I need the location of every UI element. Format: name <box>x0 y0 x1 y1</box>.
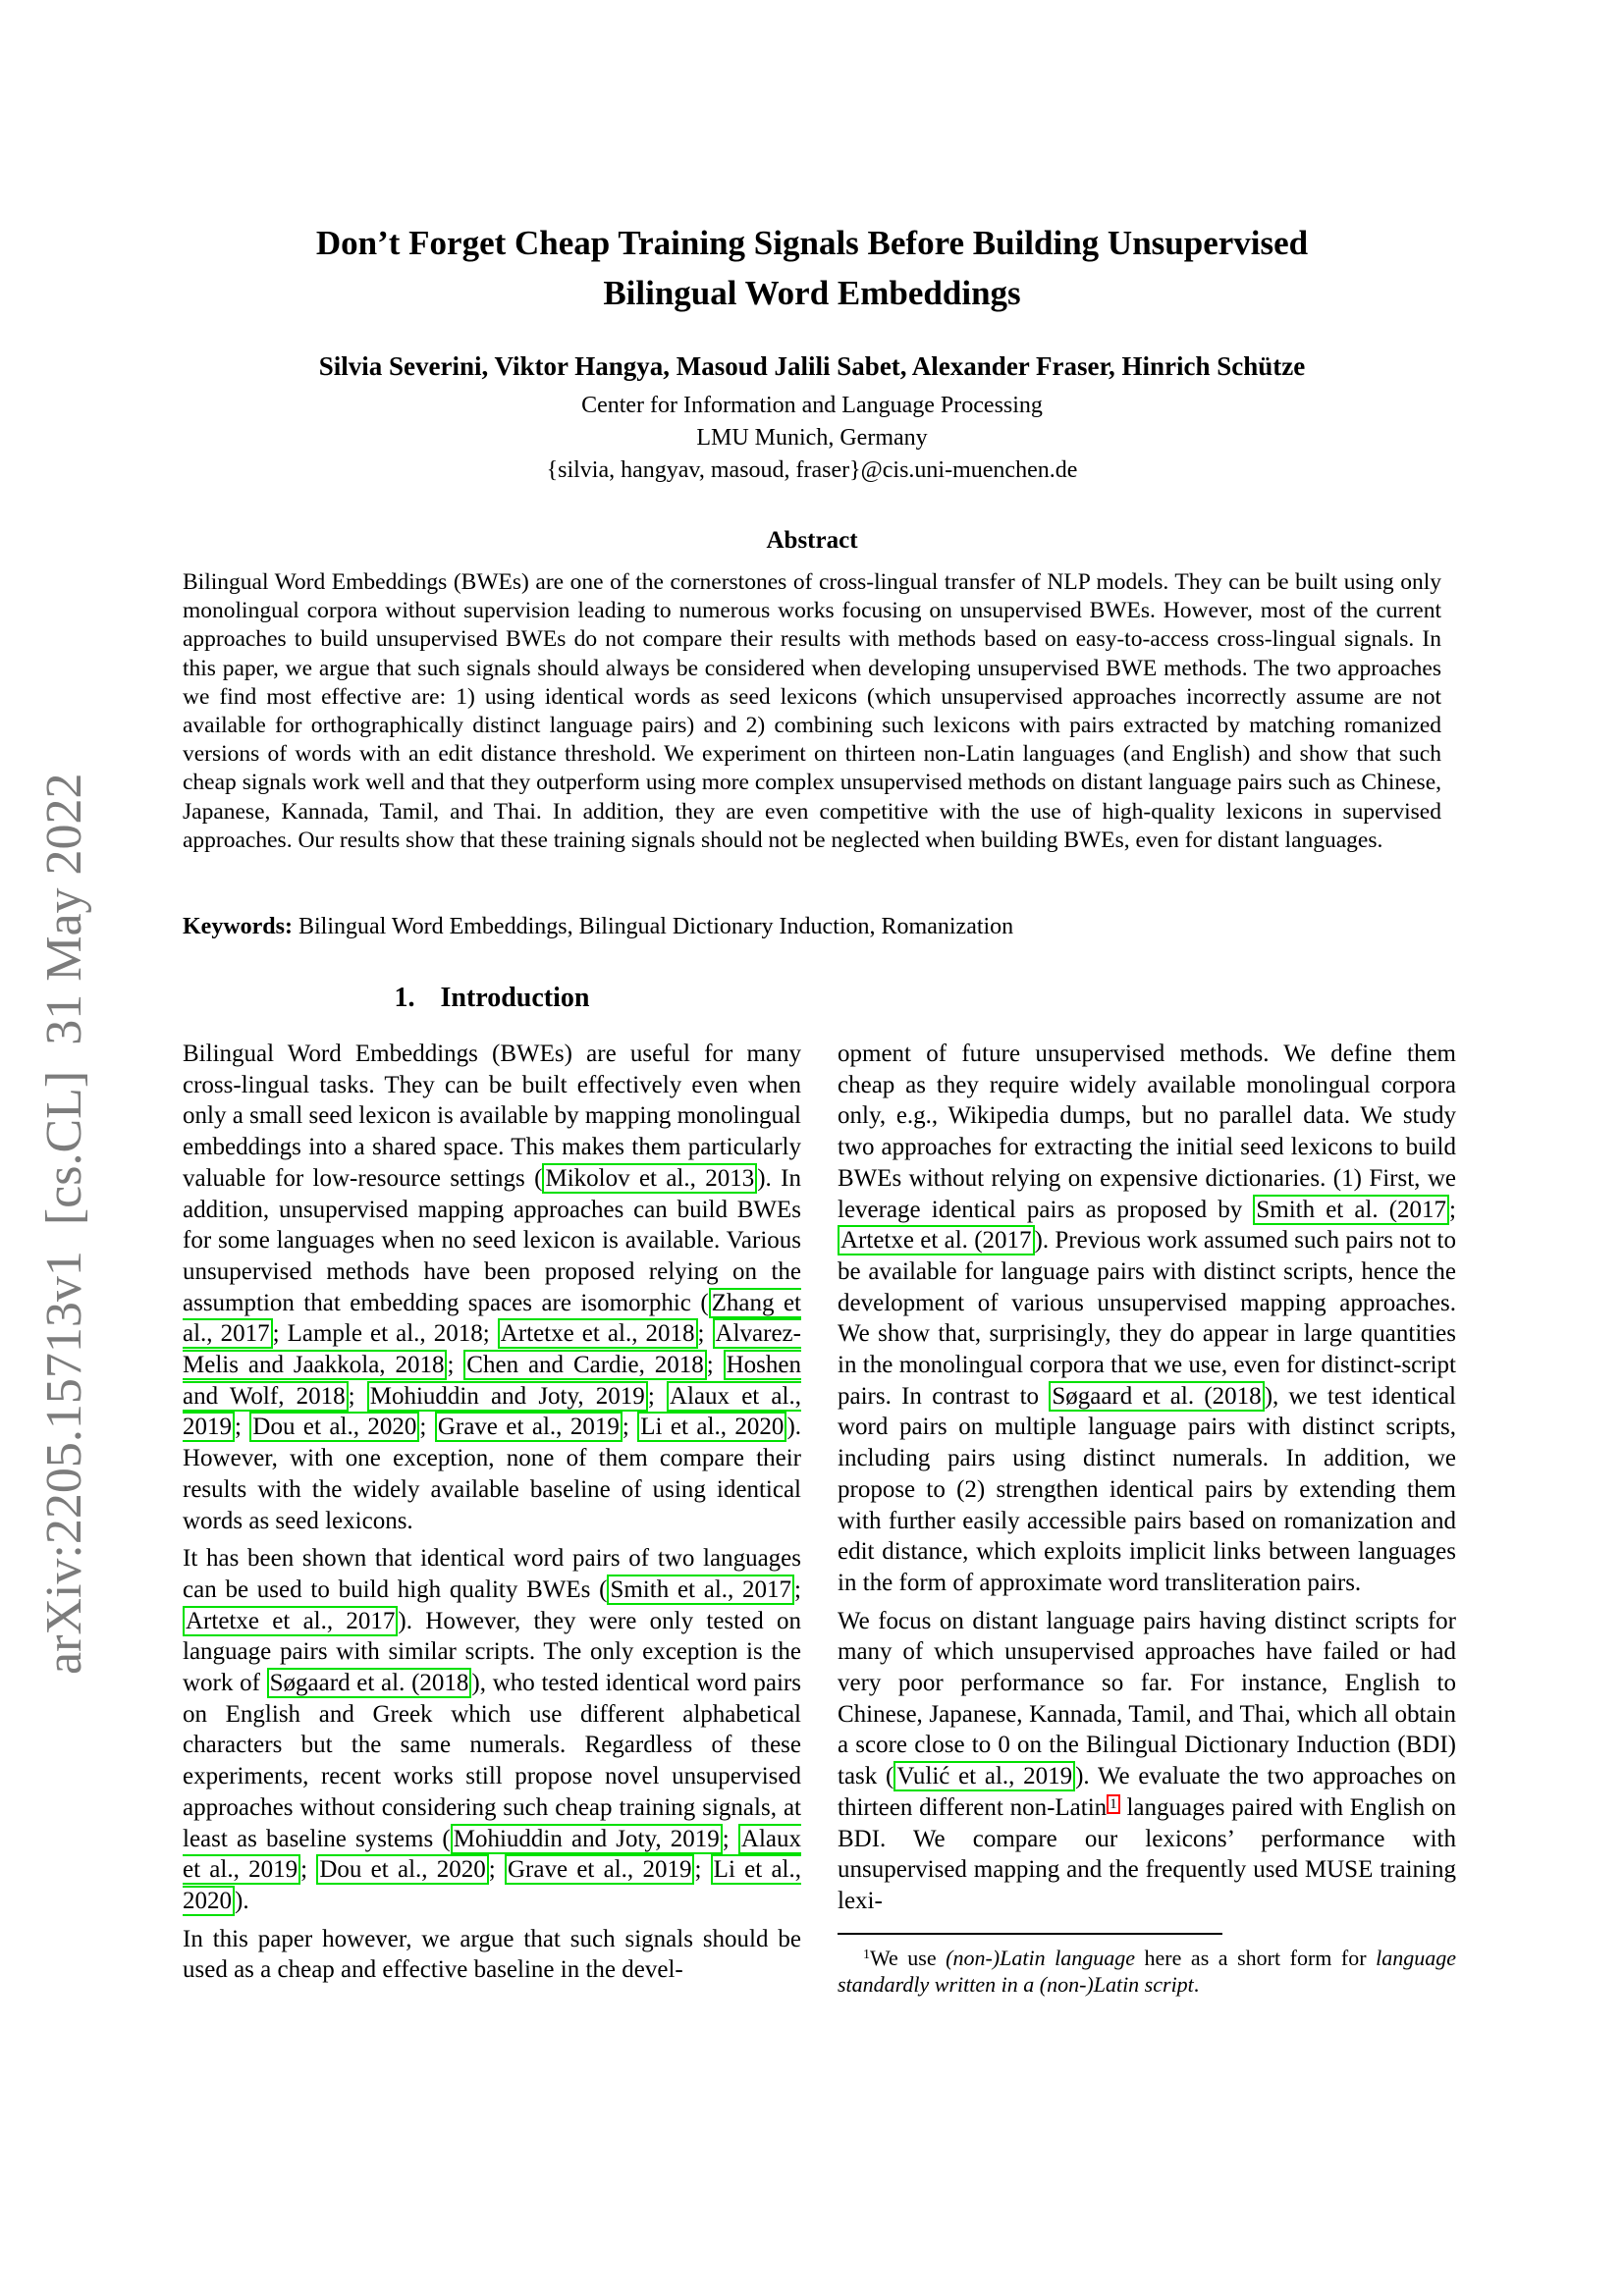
text-segment: ; <box>697 1320 713 1348</box>
text-segment: ; <box>622 1414 638 1441</box>
text-segment: ; Lample et al., 2018; <box>272 1320 498 1348</box>
text-segment: language standardly written in a (non-)Latin script <box>838 1945 1456 1998</box>
text-segment: ; <box>794 1575 801 1603</box>
text-segment: here as a short form for <box>1135 1945 1377 1970</box>
affiliation-block <box>183 390 1441 487</box>
text-segment: In this paper however, we argue that such signals should be used as a cheap and effective baseline in the devel- <box>183 1925 801 1984</box>
affiliation-line-1: Center for Information and Language Processing <box>581 393 1043 418</box>
text-segment: ; <box>706 1352 724 1379</box>
text-segment: ). We evaluate the two approaches on thirteen different non-Latin <box>838 1763 1456 1821</box>
section-heading-introduction <box>183 983 801 1014</box>
text-segment: We focus on distant language pairs having distinct scripts for many of which unsupervised approaches have failed or had very poor performance so far. For instance, English to Chinese, Japanese, Kannada, Tamil, and Thai, which all obtain a score close to 0 on the Bilingual Dictionary Induction (BDI) task ( <box>838 1607 1456 1790</box>
text-segment: ; <box>300 1856 317 1884</box>
paragraph <box>838 1606 1456 1917</box>
text-segment: opment of future unsupervised methods. We define them cheap as they require widely available monolingual corpora only, e.g., Wikipedia dumps, but no parallel data. We study two approaches for extracting the initial seed lexicons to build BWEs without relying on expensive dictionaries. (1) First, we leverage identical pairs as proposed by <box>838 1041 1456 1223</box>
text-segment: ). In addition, unsupervised mapping approaches can build BWEs for some languages when no seed lexicon is available. Various unsupervised methods have been proposed relying on the assumption that embedding spaces are isomorphic ( <box>183 1164 801 1316</box>
column-right <box>838 1039 1456 1999</box>
paragraph <box>183 1924 801 1986</box>
citation-link[interactable]: Li et al., 2020 <box>183 1856 802 1914</box>
footnote-block <box>838 1933 1456 1999</box>
text-segment: Bilingual Word Embeddings (BWEs) are useful for many cross-lingual tasks. They can be built effectively even when only a small seed lexicon is available by mapping monolingual embeddings into a shared space. This makes them particularly valuable for low-resource settings ( <box>183 1041 801 1192</box>
paper-title <box>183 218 1441 318</box>
paragraph <box>838 1039 1456 1599</box>
paragraph <box>183 1039 801 1536</box>
citation-link[interactable]: Vulić et al., 2019 <box>893 1761 1075 1791</box>
keywords-line <box>183 914 1441 940</box>
text-segment: ). However, they were only tested on language pairs with similar scripts. The only exception is the work of <box>183 1607 801 1697</box>
authors-line: Silvia Severini, Viktor Hangya, Masoud Jalili Sabet, Alexander Fraser, Hinrich Schütze <box>318 351 1306 381</box>
citation-link[interactable]: Chen and Cardie, 2018 <box>463 1350 706 1380</box>
citation-link[interactable]: Artetxe et al., 2018 <box>498 1318 698 1349</box>
section-title: Introduction <box>440 983 590 1013</box>
citation-link[interactable]: Søgaard et al. (2018 <box>267 1668 472 1698</box>
abstract-body: Bilingual Word Embeddings (BWEs) are one of the cornerstones of cross-lingual transfer of NLP models. They can be built using only monolingual corpora without supervision leading to numerous works focusing on unsupervised BWEs. However, most of the current approaches to build unsupervised BWEs do not compare their results with methods based on easy-to-access cross-lingual signals. In this paper, we argue that such signals should always be considered when developing unsupervised BWE methods. The two approaches we find most effective are: 1) using identical words as seed lexicons (which unsupervised approaches incorrectly assume are not available for orthographically distinct language pairs) and 2) combining such lexicons with pairs extracted by matching romanized versions of words with an edit distance threshold. We experiment on thirteen non-Latin languages (and English) and show that such cheap signals work well and that they outperform using more complex unsupervised methods on distant language pairs such as Chinese, Japanese, Kannada, Tamil, and Thai. In addition, they are even competitive with the use of high-quality lexicons in supervised approaches. Our results show that these training signals should not be neglected when building BWEs, even for distant languages. <box>183 569 1441 853</box>
text-segment: (non-)Latin language <box>946 1945 1136 1970</box>
text-segment: ; <box>419 1414 435 1441</box>
email-line: {silvia, hangyav, masoud, fraser}@cis.uni-muenchen.de <box>546 457 1078 483</box>
citation-link[interactable]: Li et al., 2020 <box>637 1412 786 1442</box>
abstract-heading: Abstract <box>766 527 858 554</box>
citation-link[interactable]: Grave et al., 2019 <box>435 1412 623 1442</box>
text-segment: ). However, with one exception, none of them compare their results with the widely available baseline of using identical words as seed lexicons. <box>183 1414 802 1534</box>
citation-link[interactable]: Alvarez-Melis and Jaakkola, 2018 <box>183 1320 801 1379</box>
text-segment: ). <box>235 1887 249 1914</box>
text-segment: ), who tested identical word pairs on English and Greek which use different alphabetical characters but the same numerals. Regardless of these experiments, recent works still propose novel unsupervised approaches without considering such cheap training signals, at least as baseline systems ( <box>183 1670 801 1852</box>
citation-link[interactable]: Alaux et al., 2019 <box>183 1382 801 1441</box>
citation-link[interactable]: Alaux et al., 2019 <box>183 1825 801 1884</box>
section-number: 1. <box>394 983 415 1013</box>
citation-link[interactable]: Dou et al., 2020 <box>316 1854 488 1885</box>
text-segment: ; <box>447 1352 464 1379</box>
citation-link[interactable]: Smith et al. (2017 <box>1253 1195 1449 1225</box>
citation-link[interactable]: Mohiuddin and Joty, 2019 <box>367 1381 648 1412</box>
keywords-text: Bilingual Word Embeddings, Bilingual Dictionary Induction, Romanization <box>292 914 1014 939</box>
affiliation-line-2: LMU Munich, Germany <box>696 425 928 451</box>
paragraph <box>183 1543 801 1916</box>
footnote-ref[interactable]: 1 <box>1107 1794 1120 1814</box>
footnote-divider <box>838 1933 1222 1935</box>
text-segment: ). Previous work assumed such pairs not to be available for language pairs with distinct scripts, hence the development of various unsupervised mapping approaches. We show that, surprisingly, they do appear in large quantities in the monolingual corpora that we use, even for distinct-script pairs. In contrast to <box>838 1227 1456 1410</box>
citation-link[interactable]: Zhang et al., 2017 <box>183 1289 801 1348</box>
citation-link[interactable]: Smith et al., 2017 <box>607 1575 794 1605</box>
citation-link[interactable]: Grave et al., 2019 <box>505 1854 694 1885</box>
citation-link[interactable]: Mikolov et al., 2013 <box>542 1163 757 1194</box>
text-segment: . <box>1193 1972 1200 1998</box>
keywords-label: Keywords: <box>183 914 293 939</box>
text-segment: ; <box>694 1856 711 1884</box>
citation-link[interactable]: Dou et al., 2020 <box>249 1412 419 1442</box>
citation-link[interactable]: Artetxe et al., 2017 <box>183 1606 398 1636</box>
column-left <box>183 1039 801 1993</box>
text-segment: languages paired with English on BDI. We compare our lexicons’ performance with unsupervised mapping and the frequently used MUSE training lexi- <box>838 1793 1456 1914</box>
arxiv-watermark: arXiv:2205.15713v1 [cs.CL] 31 May 2022 <box>36 773 92 1675</box>
citation-link[interactable]: Hoshen and Wolf, 2018 <box>183 1352 801 1410</box>
citation-link[interactable]: Søgaard et al. (2018 <box>1049 1381 1264 1412</box>
text-segment: ; <box>235 1414 250 1441</box>
text-segment: ), we test identical word pairs on multiple language pairs with distinct scripts, including pairs using distinct numerals. In addition, we propose to (2) strengthen identical pairs by extending them with further easily accessible pairs based on romanization and edit distance, which exploits implicit links between languages in the form of approximate word transliteration pairs. <box>838 1382 1456 1596</box>
text-segment: 1 <box>863 1947 870 1962</box>
text-segment: ; <box>488 1856 505 1884</box>
text-segment: It has been shown that identical word pairs of two languages can be used to build high quality BWEs ( <box>183 1545 801 1603</box>
text-segment: ; <box>647 1382 667 1410</box>
text-segment: ; <box>348 1382 367 1410</box>
citation-link[interactable]: Artetxe et al. (2017 <box>838 1225 1035 1255</box>
paper-title-line-1: Don’t Forget Cheap Training Signals Before Building Unsupervised <box>315 224 1309 262</box>
paper-title-line-2: Bilingual Word Embeddings <box>603 274 1021 312</box>
citation-link[interactable]: Mohiuddin and Joty, 2019 <box>451 1824 723 1854</box>
footnote-text <box>838 1945 1456 1999</box>
text-segment: ; <box>1449 1196 1456 1223</box>
text-segment: ; <box>722 1825 738 1852</box>
text-segment: We use <box>870 1945 947 1970</box>
